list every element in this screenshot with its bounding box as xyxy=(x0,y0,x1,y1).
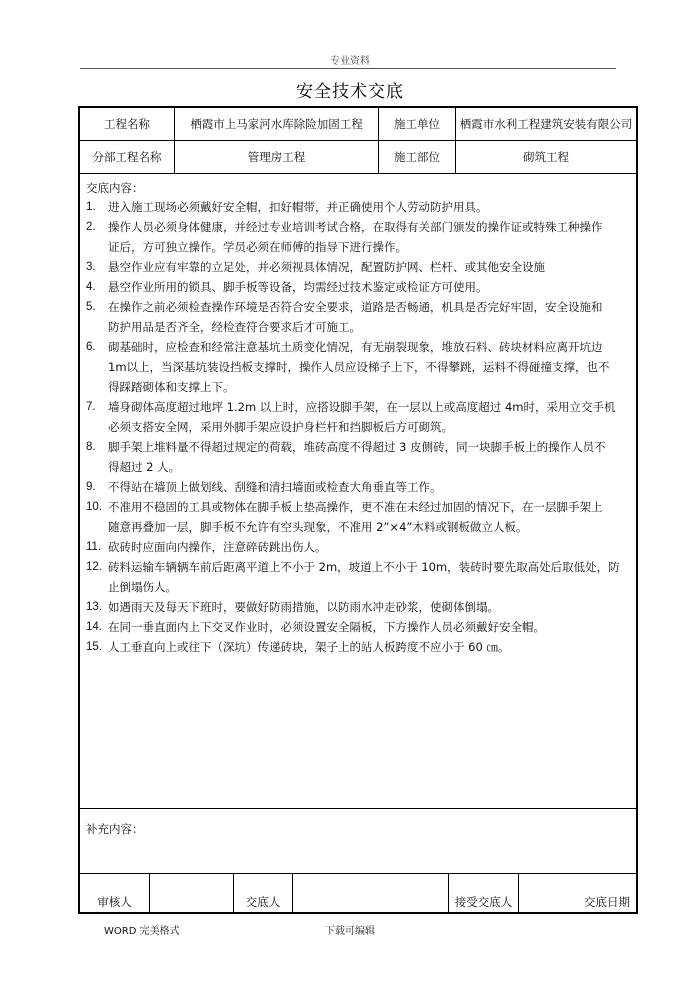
list-item xyxy=(86,637,631,657)
disclosure-content xyxy=(86,179,631,657)
item-continuation: 得踩踏砌体和支撑上下。 xyxy=(108,380,235,394)
item-text: 砌基础时，应检查和经常注意基坑土质变化情况，有无崩裂现象，堆放石料、砖块材料应离开坑边 xyxy=(108,340,603,354)
item-number: 11. xyxy=(86,541,102,553)
header-divider xyxy=(80,68,616,69)
item-text: 墙身砌体高度超过地坪 1.2m 以上时，应搭设脚手架，在一层以上或高度超过 4m时，采用立交手机 xyxy=(108,400,616,414)
footer-editable-label: 下载可编辑 xyxy=(325,926,375,937)
list-item xyxy=(86,197,631,217)
item-continuation: 1m以上，当深基坑装设挡板支撑时，操作人员应设梯子上下，不得攀跳，运料不得碰撞支撑，也不 xyxy=(108,360,610,374)
item-number: 15. xyxy=(86,641,102,653)
item-number: 6. xyxy=(86,341,96,353)
sub-project-value: 管理房工程 xyxy=(247,150,306,164)
footer-format-label: WORD 完美格式 xyxy=(104,926,180,937)
list-item xyxy=(86,597,631,617)
discloser-signature-field[interactable] xyxy=(293,874,448,912)
part-value: 砌筑工程 xyxy=(523,150,569,164)
item-number: 4. xyxy=(86,281,96,293)
item-number: 8. xyxy=(86,441,96,453)
list-item xyxy=(86,257,631,277)
discloser-label: 交底人 xyxy=(245,895,281,909)
project-name-value: 栖霞市上马家河水库除险加固工程 xyxy=(190,117,363,131)
list-item xyxy=(86,277,631,297)
item-text: 砍砖时应面向内操作，注意碎砖跳出伤人。 xyxy=(108,540,327,554)
list-item xyxy=(86,497,631,517)
list-item xyxy=(86,437,631,457)
item-number: 12. xyxy=(86,561,102,573)
project-name-label: 工程名称 xyxy=(104,117,150,131)
disclosure-form xyxy=(78,106,638,914)
item-text: 悬空作业所用的锁具、脚手板等设备，均需经过技术鉴定或检证方可使用。 xyxy=(108,280,488,294)
item-number: 10. xyxy=(86,501,102,513)
item-number: 7. xyxy=(86,401,96,413)
list-item xyxy=(86,217,631,237)
date-label: 交底日期 xyxy=(584,895,630,909)
list-item xyxy=(86,337,631,357)
supplement-label: 补充内容： xyxy=(86,822,144,836)
reviewer-label: 审核人 xyxy=(97,895,132,909)
item-text: 在同一垂直面内上下交叉作业时，必须设置安全隔板，下方操作人员必须戴好安全帽。 xyxy=(108,620,545,634)
item-continuation: 得超过 2 人。 xyxy=(108,460,181,474)
disclosure-items xyxy=(86,197,631,657)
item-number: 5. xyxy=(86,301,96,313)
part-label: 施工部位 xyxy=(394,150,440,164)
document-title: 安全技术交底 xyxy=(296,82,404,102)
item-continuation: 必须支搭安全网，采用外脚手架应设护身栏杆和挡脚板后方可砌筑。 xyxy=(108,420,453,434)
item-number: 1. xyxy=(86,201,96,213)
header-label: 专业资料 xyxy=(330,56,370,67)
list-item xyxy=(86,477,631,497)
item-text: 人工垂直向上或往下（深坑）传递砖块，架子上的站人板跨度不应小于 60 ㎝。 xyxy=(108,640,510,654)
list-item xyxy=(86,557,631,577)
list-item xyxy=(86,617,631,637)
item-text: 操作人员必须身体健康，并经过专业培训考试合格，在取得有关部门颁发的操作证或特殊工种操作 xyxy=(108,220,603,234)
item-text: 不准用不稳固的工具或物体在脚手板上垫高操作，更不准在未经过加固的情况下，在一层脚手架上 xyxy=(108,500,603,514)
reviewer-signature-field[interactable] xyxy=(150,874,233,912)
item-continuation: 止倒塌伤人。 xyxy=(108,580,177,594)
item-text: 在操作之前必须检查操作环境是否符合安全要求，道路是否畅通，机具是否完好牢固，安全设施和 xyxy=(108,300,603,314)
sub-project-label: 分部工程名称 xyxy=(92,150,162,164)
list-item xyxy=(86,397,631,417)
list-item xyxy=(86,537,631,557)
item-number: 9. xyxy=(86,481,96,493)
item-continuation: 防护用品是否齐全，经检查符合要求后才可施工。 xyxy=(108,320,361,334)
item-text: 脚手架上堆料量不得超过规定的荷载，堆砖高度不得超过 3 皮侧砖，同一块脚手板上的操作人员不 xyxy=(108,440,606,454)
item-text: 进入施工现场必须戴好安全帽，扣好帽带，并正确使用个人劳动防护用具。 xyxy=(108,200,488,214)
item-text: 砖料运输车辆辆车前后距离平道上不小于 2m，坡道上不小于 10m，装砖时要先取高处后取低处，防 xyxy=(108,560,620,574)
item-number: 3. xyxy=(86,261,96,273)
item-text: 如遇雨天及每天下班时，要做好防雨措施，以防雨水冲走砂浆，使砌体倒塌。 xyxy=(108,600,499,614)
content-label: 交底内容： xyxy=(86,181,144,195)
row-divider xyxy=(80,808,636,809)
item-number: 14. xyxy=(86,621,102,633)
contractor-label: 施工单位 xyxy=(394,117,440,131)
row-divider xyxy=(80,173,636,174)
item-continuation: 证后，方可独立操作。学员必须在师傅的指导下进行操作。 xyxy=(108,240,407,254)
item-number: 2. xyxy=(86,221,96,233)
item-number: 13. xyxy=(86,601,102,613)
item-text: 不得站在墙顶上做划线、刮缝和清扫墙面或检查大角垂直等工作。 xyxy=(108,480,442,494)
contractor-value: 栖霞市水利工程建筑安装有限公司 xyxy=(459,117,633,131)
item-continuation: 随意再叠加一层，脚手板不允许有空头现象，不准用 2”×4”木料或钢板做立人板。 xyxy=(108,520,528,534)
list-item xyxy=(86,297,631,317)
receiver-label: 接受交底人 xyxy=(454,895,513,909)
item-text: 悬空作业应有牢靠的立足处，并必须视具体情况，配置防护网、栏杆、或其他安全设施 xyxy=(108,260,545,274)
